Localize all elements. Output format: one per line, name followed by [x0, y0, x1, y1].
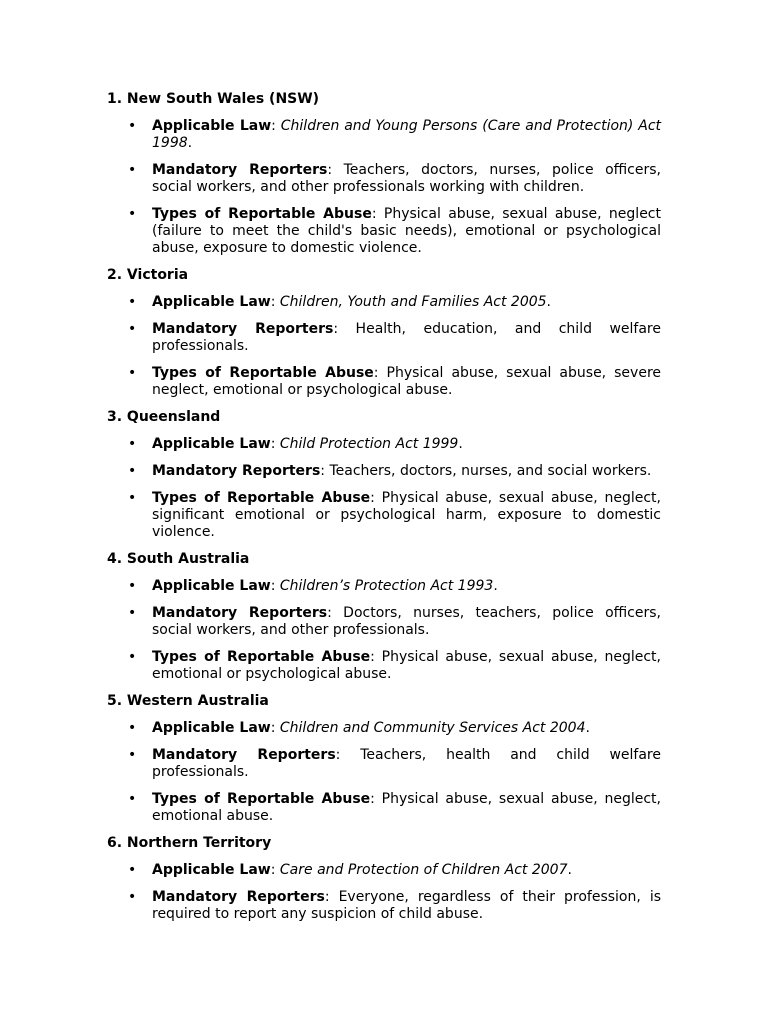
document-body: [107, 91, 661, 933]
law-title: Children and Young Persons (Care and Protection) Act 1998: [152, 118, 662, 151]
bullet-list: [107, 578, 661, 683]
list-item: [107, 365, 661, 399]
bullet-icon: •: [128, 162, 137, 178]
list-item: • Applicable Law: Children, Youth and Families Act 2005.: [128, 294, 551, 310]
bullet-icon: •: [128, 436, 137, 452]
bullet-list: [107, 720, 661, 825]
bullet-icon: •: [128, 206, 137, 222]
item-end-punctuation: .: [546, 294, 551, 310]
item-end-punctuation: .: [187, 135, 193, 151]
bullet-icon: •: [128, 294, 137, 310]
item-description: : Physical abuse, sexual abuse, neglect, emotional abuse.: [152, 791, 661, 824]
section-heading: 6. Northern Territory: [107, 835, 272, 851]
item-label: Types of Reportable Abuse: [152, 490, 371, 506]
item-label: Mandatory Reporters: [152, 162, 328, 178]
item-description: : Physical abuse, sexual abuse, neglect (failure to meet the child's basic needs), emotional or psychological abuse, exposure to domestic violence.: [152, 206, 661, 256]
item-description: : Physical abuse, sexual abuse, neglect, significant emotional or psychological harm, exposure to domestic violence.: [152, 490, 661, 540]
list-item: [107, 605, 661, 639]
bullet-icon: •: [128, 720, 137, 736]
bullet-list: [107, 436, 661, 541]
item-description: : Health, education, and child welfare professionals.: [152, 321, 661, 354]
bullet-icon: •: [128, 365, 137, 381]
item-label: Types of Reportable Abuse: [152, 649, 371, 665]
item-end-punctuation: .: [567, 862, 572, 878]
list-item: [107, 162, 661, 196]
bullet-icon: •: [128, 321, 137, 337]
list-item: [107, 747, 661, 781]
bullet-icon: •: [128, 490, 137, 506]
list-item: [107, 490, 661, 541]
item-label: Applicable Law: [152, 720, 271, 736]
bullet-list: [107, 118, 661, 257]
item-label: Mandatory Reporters: [152, 747, 336, 763]
bullet-icon: •: [128, 747, 137, 763]
list-item: [107, 206, 661, 257]
law-title: Children, Youth and Families Act 2005: [279, 294, 547, 310]
item-label: Mandatory Reporters: [152, 605, 328, 621]
item-end-punctuation: .: [585, 720, 590, 736]
list-item: • Applicable Law: Children and Community Services Act 2004.: [128, 720, 590, 736]
law-title: Children’s Protection Act 1993: [279, 578, 494, 594]
list-item: • Applicable Law: Child Protection Act 1999.: [128, 436, 463, 452]
bullet-icon: •: [128, 649, 137, 665]
bullet-icon: •: [128, 578, 137, 594]
bullet-icon: •: [128, 118, 137, 134]
law-title: Child Protection Act 1999: [279, 436, 459, 452]
list-item: [107, 649, 661, 683]
section-heading: 5. Western Australia: [107, 693, 269, 709]
bullet-icon: •: [128, 463, 137, 479]
bullet-list: [107, 862, 661, 923]
item-description: : Teachers, doctors, nurses, and social workers.: [320, 463, 652, 479]
list-item: [107, 463, 661, 480]
list-item: • Applicable Law: Children and Young Persons (Care and Protection) Act 1998.: [128, 118, 662, 151]
item-label: Applicable Law: [152, 436, 271, 452]
list-item: [107, 321, 661, 355]
list-item: [107, 889, 661, 923]
item-label: Mandatory Reporters: [152, 889, 325, 905]
list-item: • Applicable Law: Children’s Protection Act 1993.: [128, 578, 498, 594]
item-label: Types of Reportable Abuse: [152, 791, 371, 807]
item-description: : Physical abuse, sexual abuse, severe neglect, emotional or psychological abuse.: [152, 365, 662, 398]
item-label: Applicable Law: [152, 862, 271, 878]
item-description: : Doctors, nurses, teachers, police officers, social workers, and other professionals.: [152, 605, 661, 638]
item-description: : Physical abuse, sexual abuse, neglect, emotional or psychological abuse.: [152, 649, 661, 682]
law-title: Children and Community Services Act 2004: [279, 720, 586, 736]
item-end-punctuation: .: [458, 436, 463, 452]
bullet-list: [107, 294, 661, 399]
item-label: Applicable Law: [152, 118, 272, 134]
section-heading: 1. New South Wales (NSW): [107, 91, 320, 107]
bullet-icon: •: [128, 791, 137, 807]
bullet-icon: •: [128, 862, 137, 878]
item-description: : Teachers, doctors, nurses, police officers, social workers, and other professionals working with children.: [152, 162, 661, 195]
item-label: Mandatory Reporters: [152, 321, 334, 337]
bullet-icon: •: [128, 889, 137, 905]
item-label: Types of Reportable Abuse: [152, 206, 372, 222]
list-item: • Applicable Law: Care and Protection of Children Act 2007.: [128, 862, 572, 878]
item-end-punctuation: .: [493, 578, 498, 594]
law-title: Care and Protection of Children Act 2007: [279, 862, 568, 878]
item-label: Mandatory Reporters: [152, 463, 321, 479]
item-label: Applicable Law: [152, 578, 271, 594]
section-heading: 3. Queensland: [107, 409, 221, 425]
bullet-icon: •: [128, 605, 137, 621]
item-label: Types of Reportable Abuse: [152, 365, 374, 381]
item-description: : Everyone, regardless of their profession, is required to report any suspicion of child abuse.: [152, 889, 662, 922]
item-label: Applicable Law: [152, 294, 271, 310]
list-item: [107, 791, 661, 825]
section-heading: 2. Victoria: [107, 267, 189, 283]
item-description: : Teachers, health and child welfare professionals.: [152, 747, 661, 780]
section-heading: 4. South Australia: [107, 551, 250, 567]
